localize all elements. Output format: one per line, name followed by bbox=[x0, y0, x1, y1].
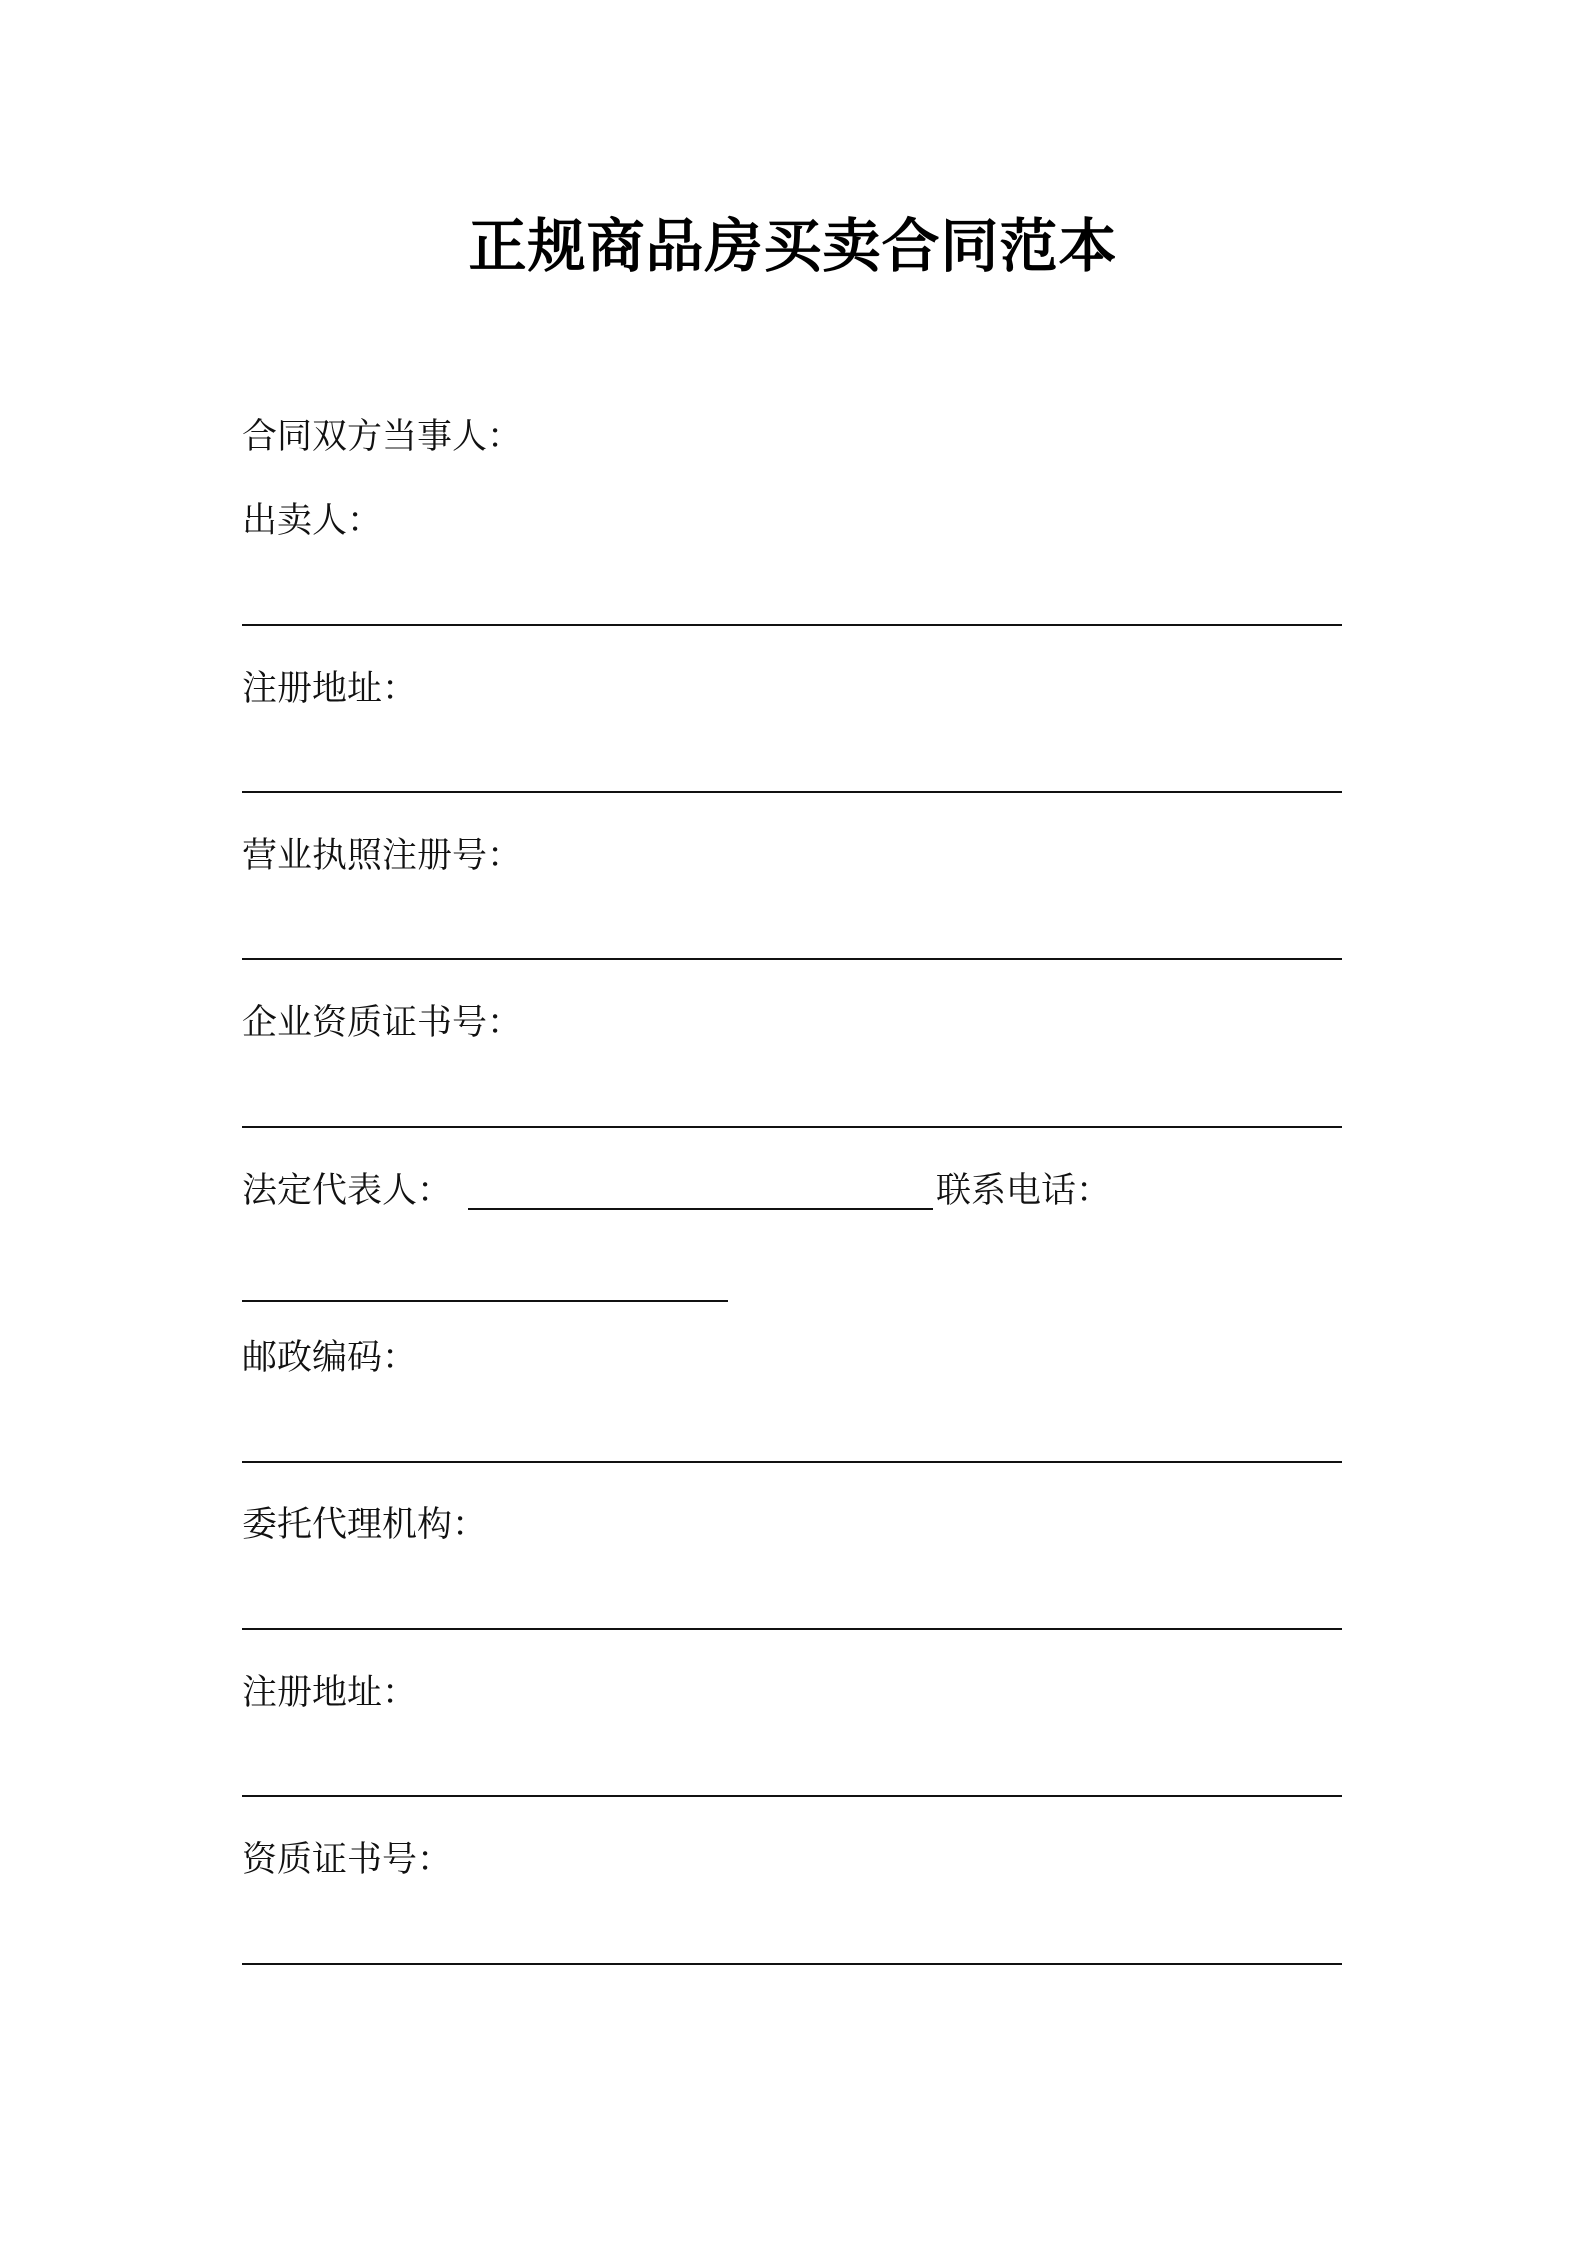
qualification-cert-label: 企业资质证书号： bbox=[242, 1003, 523, 1043]
agency-address-blank-line[interactable] bbox=[242, 1795, 1342, 1797]
agency-cert-blank-line[interactable] bbox=[242, 1963, 1342, 1965]
seller-address-label: 注册地址： bbox=[242, 669, 418, 709]
seller-label: 出卖人： bbox=[242, 501, 383, 541]
business-license-blank-line[interactable] bbox=[242, 958, 1342, 960]
qualification-cert-blank-line[interactable] bbox=[242, 1126, 1342, 1128]
business-license-label: 营业执照注册号： bbox=[242, 836, 523, 876]
agency-cert-label: 资质证书号： bbox=[242, 1840, 453, 1880]
parties-heading: 合同双方当事人： bbox=[242, 417, 523, 457]
phone-label: 联系电话： bbox=[936, 1171, 1112, 1211]
postal-code-blank-line[interactable] bbox=[242, 1461, 1342, 1463]
postal-code-label: 邮政编码： bbox=[242, 1338, 418, 1378]
document-title: 正规商品房买卖合同范本 bbox=[468, 212, 1118, 280]
phone-blank-line[interactable] bbox=[242, 1300, 728, 1302]
seller-blank-line[interactable] bbox=[242, 624, 1342, 626]
agency-label: 委托代理机构： bbox=[242, 1505, 488, 1545]
legal-rep-label: 法定代表人： bbox=[242, 1171, 453, 1211]
agency-blank-line[interactable] bbox=[242, 1628, 1342, 1630]
agency-address-label: 注册地址： bbox=[242, 1673, 418, 1713]
legal-rep-blank-line[interactable] bbox=[468, 1208, 933, 1210]
seller-address-blank-line[interactable] bbox=[242, 791, 1342, 793]
